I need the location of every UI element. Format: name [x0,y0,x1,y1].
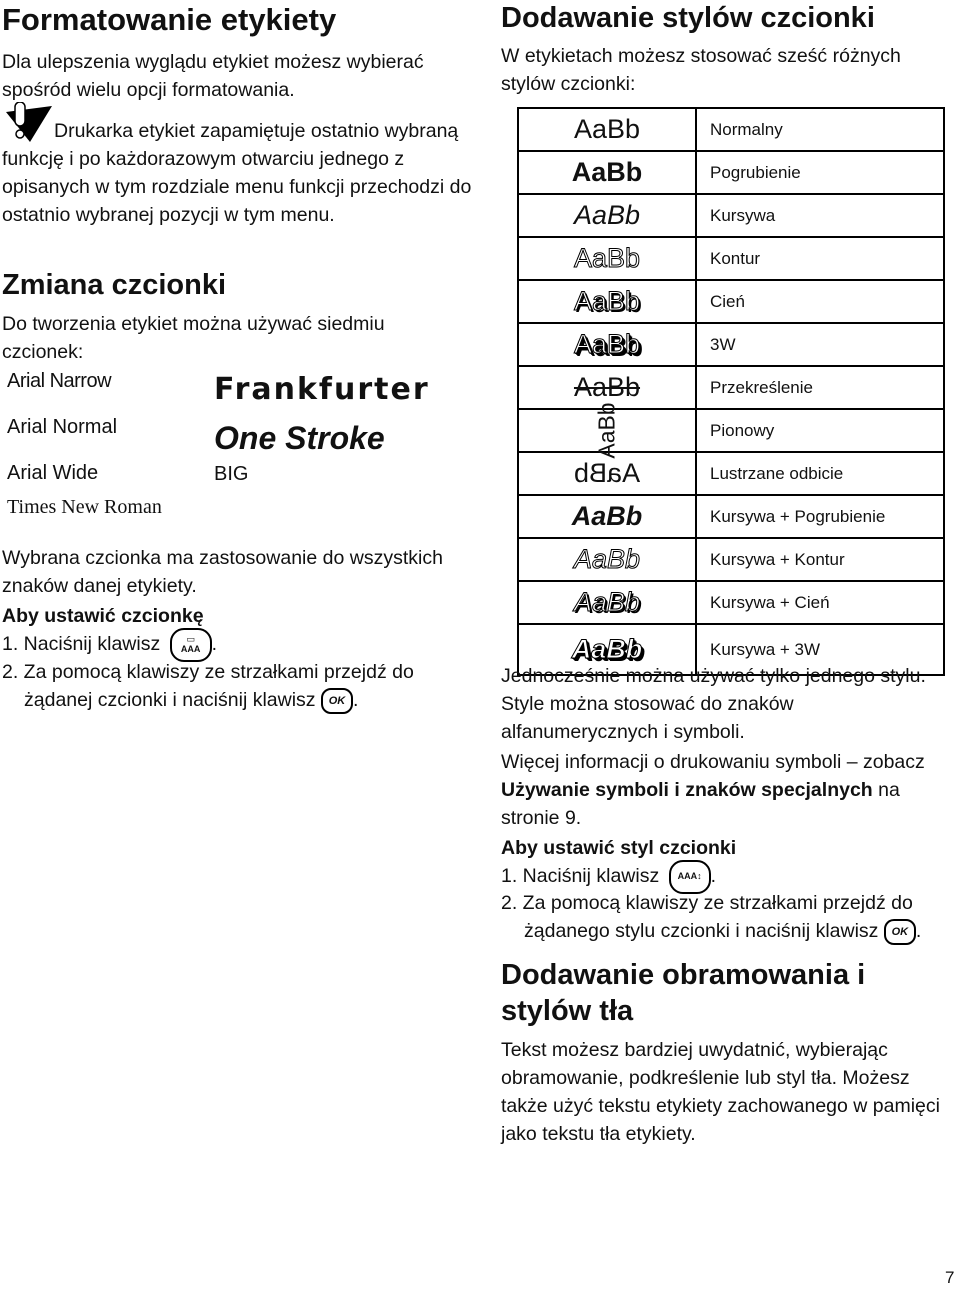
table-row [518,194,944,237]
font-arial-narrow: Arial Narrow [7,370,112,392]
page-number: 7 [945,1268,955,1287]
sample-italic-outline: AaBb [518,538,696,581]
styles-table [517,107,945,676]
after-table-text: Jednocześnie można używać tylko jednego stylu. Style można stosować do znaków alfanumerycznych i symboli. [501,665,926,743]
ok-key-icon: OK [321,688,353,714]
step-2-style-text: żądanego stylu czcionki i naciśnij klawisz [524,920,879,942]
style-key-icon: AAA↕ [669,860,711,894]
note-text: Drukarka etykiet zapamiętuje ostatnio wybraną funkcję i po każdorazowym otwarciu jednego z opisanych w tym rozdziale menu funkcji przechodzi do ostatnio wybranej pozycji w tym menu. [2,120,472,226]
sample-italic-shadow: AaBb [518,581,696,624]
table-row [518,366,944,409]
font-big: BIG [214,463,249,485]
table-row [518,151,944,194]
styles-title: Dodawanie stylów czcionki [501,2,875,34]
table-row [518,495,944,538]
style-name: Cień [696,280,944,323]
table-row [518,108,944,151]
font-times: Times New Roman [7,496,162,518]
font-one-stroke: One Stroke [214,420,385,456]
font-arial-normal: Arial Normal [7,416,118,438]
font-key-icon: ▭ AAA [170,628,212,662]
style-name: Kursywa + Kontur [696,538,944,581]
sample-3d: AaBb [518,323,696,366]
sample-italic-3d: AaBb [518,624,696,675]
style-name: Kursywa + Cień [696,581,944,624]
sample-strikethrough: AaBb [518,366,696,409]
section2-text: Tekst możesz bardziej uwydatnić, wybierając obramowanie, podkreślenie lub styl tła. Możesz także użyć tekstu etykiety zachowanego w pamięci jako tekstu tła etykiety. [501,1039,940,1145]
sample-bold: AaBb [518,151,696,194]
sample-normal: AaBb [518,108,696,151]
section-title-border: Dodawanie obramowania i stylów tła [501,959,866,1027]
table-row [518,237,944,280]
sample-mirror: AaBb [518,452,696,495]
sample-italic: AaBb [518,194,696,237]
style-name: Lustrzane odbicie [696,452,944,495]
howto-font-title: Aby ustawić czcionkę [2,605,204,627]
table-row [518,409,944,452]
fonts-note: Wybrana czcionka ma zastosowanie do wszystkich znaków danej etykiety. [2,547,443,597]
table-row [518,280,944,323]
style-name: Kontur [696,237,944,280]
more-info-link[interactable]: Używanie symboli i znaków specjalnych [501,779,873,801]
style-name: Pogrubienie [696,151,944,194]
step-1-style: 1. Naciśnij klawisz AAA↕ . [501,860,951,894]
step-2-style: żądanego stylu czcionki i naciśnij klawisz OK . [524,917,954,945]
page-title: Formatowanie etykiety [2,2,337,37]
ok-key-icon: OK [884,919,916,945]
step-1-font-text: 1. Naciśnij klawisz [2,633,161,656]
step-2-style-a: 2. Za pomocą klawiszy ze strzałkami przejdź do [501,892,913,914]
style-name: Przekreślenie [696,366,944,409]
fonts-intro: Do tworzenia etykiet można używać siedmiu czcionek: [2,313,385,363]
step-1-style-text: 1. Naciśnij klawisz [501,865,660,888]
sample-italic-bold: AaBb [518,495,696,538]
howto-style-title: Aby ustawić styl czcionki [501,837,737,859]
font-frankfurter: Frankfurter [214,372,430,407]
table-row [518,323,944,366]
sample-shadow: AaBb [518,280,696,323]
style-name: Kursywa + Pogrubienie [696,495,944,538]
table-row [518,538,944,581]
step-2-font-text: żądanej czcionki i naciśnij klawisz [24,689,316,711]
sample-outline: AaBb [518,237,696,280]
step-2-font: żądanej czcionki i naciśnij klawisz OK . [24,686,494,714]
style-name: Kursywa + 3W [696,624,944,675]
table-row [518,452,944,495]
sample-vertical: AaBb [518,409,696,452]
style-name: Pionowy [696,409,944,452]
style-name: Kursywa [696,194,944,237]
style-name: 3W [696,323,944,366]
font-arial-wide: Arial Wide [7,462,99,484]
step-2-font-a: 2. Za pomocą klawiszy ze strzałkami przejdź do [2,661,414,683]
section-title-font: Zmiana czcionki [2,269,227,301]
more-info-text: Więcej informacji o drukowaniu symboli – zobacz Używanie symboli i znaków specjalnych na stronie 9. [501,751,925,829]
step-1-font: 1. Naciśnij klawisz ▭ AAA . [2,628,472,662]
styles-intro: W etykietach możesz stosować sześć różnych stylów czcionki: [501,45,901,95]
table-row [518,581,944,624]
intro-text: Dla ulepszenia wyglądu etykiet możesz wybierać spośród wielu opcji formatowania. [2,51,424,101]
style-name: Normalny [696,108,944,151]
